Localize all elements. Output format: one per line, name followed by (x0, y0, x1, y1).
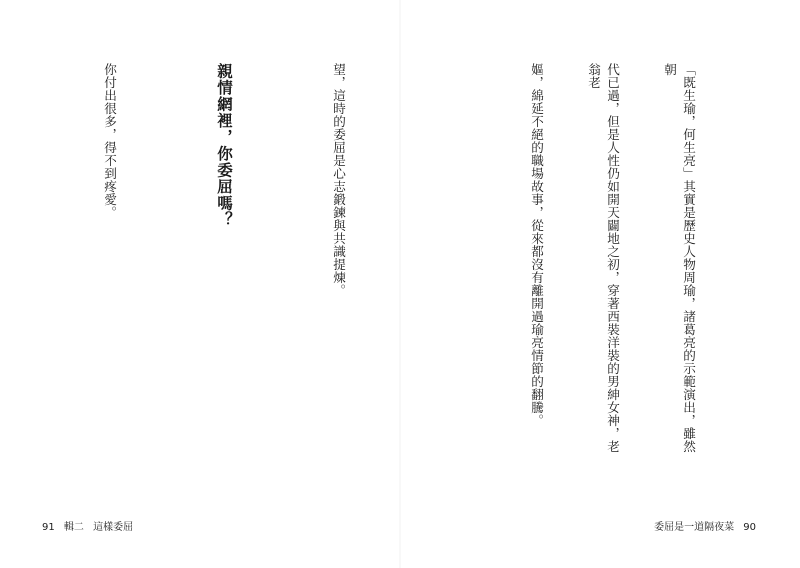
right-page-body (436, 63, 736, 465)
paragraph-line: 你付出很多，得不到疼愛。 (102, 63, 117, 219)
running-head: 委屈是一道隔夜菜 (654, 522, 735, 533)
left-page-footer (42, 522, 139, 534)
section-heading: 親情網裡，你委屈嗎？ (215, 63, 233, 228)
paragraph-line: 望，這時的委屈是心志鍛鍊與共識提煉。 (331, 63, 346, 297)
part-label: 輯二 (63, 522, 84, 533)
paragraph-line: 代已過，但是人性仍如開天闢地之初，穿著西裝洋裝的男紳女神，老翁老 (586, 63, 620, 453)
right-page-footer (654, 522, 762, 534)
page-number: 91 (42, 522, 55, 533)
page-number: 90 (743, 522, 756, 533)
right-page (400, 0, 800, 568)
running-head: 這樣委屈 (93, 522, 134, 533)
paragraph-line: 嫗，綿延不絕的職場故事，從來都沒有離開過瑜亮情節的翻騰。 (529, 63, 544, 427)
left-page-body (66, 63, 386, 465)
paragraph-line: 「既生瑜，何生亮」其實是歷史人物周瑜，諸葛亮的示範演出，雖然朝 (662, 63, 696, 453)
